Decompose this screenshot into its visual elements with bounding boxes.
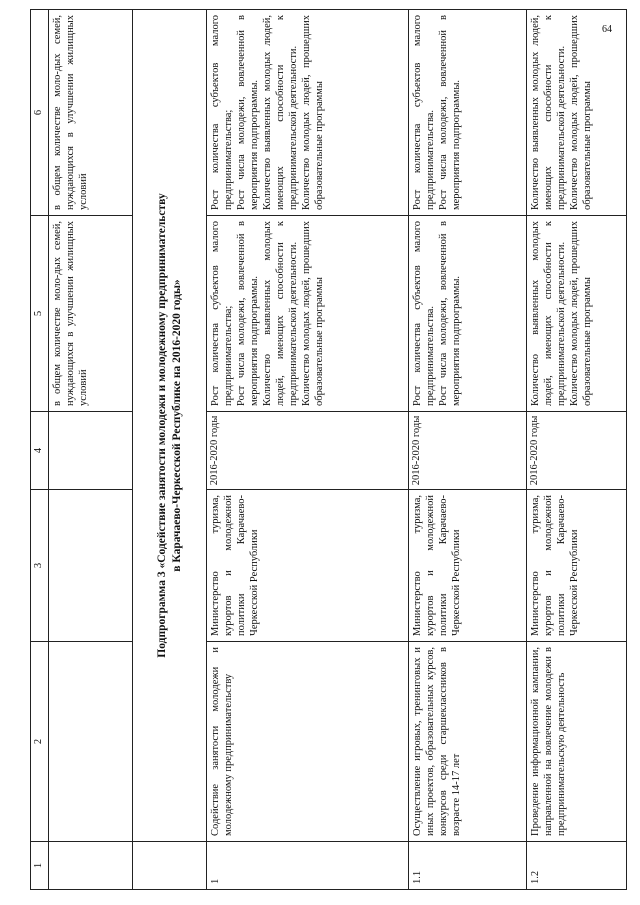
section-title: [133, 10, 207, 842]
result-line: Количество молодых людей, прошедших образовательные программы: [301, 221, 325, 406]
cont-cell-4: [49, 412, 133, 490]
header-col-4: 4: [31, 412, 49, 490]
page-number: 64: [602, 24, 612, 35]
rotated-table-sheet: [30, 10, 620, 890]
row-result: [527, 216, 627, 412]
header-col-3: 3: [31, 490, 49, 642]
indicator-line: Количество выявленных молодых людей, имеющих способности к предпринимательской деятельности.: [530, 15, 567, 210]
row-name: Содействие занятости молодежи и молодежному предпринимательству: [207, 642, 409, 842]
table-row: [527, 10, 627, 890]
row-period: 2016-2020 годы: [527, 412, 627, 490]
cont-cell-6: в общем количестве моло-дых семей, нуждающихся в улучшении жилищных условий: [49, 10, 133, 216]
result-line: Рост числа молодежи, вовлеченной в мероприятия подпрограммы.: [438, 221, 462, 406]
continuation-row: [49, 10, 133, 890]
cont-cell-1: [49, 842, 133, 890]
row-number: 1.2: [527, 842, 627, 890]
header-row: [31, 10, 49, 890]
section-empty-cell: [133, 842, 207, 890]
row-number: 1: [207, 842, 409, 890]
indicator-line: Количество молодых людей, прошедших образовательные программы: [301, 15, 325, 210]
indicator-line: Рост числа молодежи, вовлеченной в мероприятия подпрограммы.: [236, 15, 260, 210]
result-line: Рост числа молодежи, вовлеченной в мероприятия подпрограммы.: [236, 221, 260, 406]
row-result: [409, 216, 527, 412]
table-row: [207, 10, 409, 890]
row-executor: Министерство туризма, курортов и молодежной политики Карачаево-Черкесской Республики: [409, 490, 527, 642]
section-title-row: [133, 10, 207, 890]
result-line: Рост количества субъектов малого предпринимательства;: [210, 221, 234, 406]
result-line: Количество выявленных молодых людей, имеющих способности к предпринимательской деятельности.: [530, 221, 567, 406]
indicator-line: Количество молодых людей, прошедших образовательные программы: [569, 15, 593, 210]
header-col-2: 2: [31, 642, 49, 842]
header-col-1: 1: [31, 842, 49, 890]
table-row: [409, 10, 527, 890]
header-col-5: 5: [31, 216, 49, 412]
section-title-line-2: в Карачаево-Черкесской Республике на 2016-2020 годы»: [170, 279, 183, 572]
section-title-line-1: Подпрограмма 3 «Содействие занятости молодежи и молодежному предпринимательству: [155, 193, 168, 658]
header-col-6: 6: [31, 10, 49, 216]
row-indicator: [207, 10, 409, 216]
cont-cell-2: [49, 642, 133, 842]
row-number: 1.1: [409, 842, 527, 890]
program-table: [30, 9, 627, 890]
row-result: [207, 216, 409, 412]
row-name: Осуществление игровых, тренинговых и иных проектов, образовательных курсов, конкурсов среди старшеклассников в возрасте 14-17 лет: [409, 642, 527, 842]
result-line: Количество молодых людей, прошедших образовательные программы: [569, 221, 593, 406]
row-period: 2016-2020 годы: [207, 412, 409, 490]
result-line: Количество выявленных молодых людей, имеющих способности к предпринимательской деятельности.: [262, 221, 299, 406]
cont-cell-5: в общем количестве моло-дых семей, нуждающихся в улучшении жилищных условий: [49, 216, 133, 412]
indicator-line: Рост количества субъектов малого предпринимательства;: [210, 15, 234, 210]
indicator-line: Рост количества субъектов малого предпринимательства.: [412, 15, 436, 210]
cont-cell-3: [49, 490, 133, 642]
row-indicator: [527, 10, 627, 216]
indicator-line: Рост числа молодежи, вовлеченной в мероприятия подпрограммы.: [438, 15, 462, 210]
result-line: Рост количества субъектов малого предпринимательства.: [412, 221, 436, 406]
row-indicator: [409, 10, 527, 216]
row-executor: Министерство туризма, курортов и молодежной политики Карачаево-Черкесской Республики: [207, 490, 409, 642]
row-name: Проведение информационной кампании, направленной на вовлечение молодежи в предпринимательскую деятельность: [527, 642, 627, 842]
row-executor: Министерство туризма, курортов и молодежной политики Карачаево-Черкесской Республики: [527, 490, 627, 642]
indicator-line: Количество выявленных молодых людей, имеющих способности к предпринимательской деятельности.: [262, 15, 299, 210]
row-period: 2016-2020 годы: [409, 412, 527, 490]
